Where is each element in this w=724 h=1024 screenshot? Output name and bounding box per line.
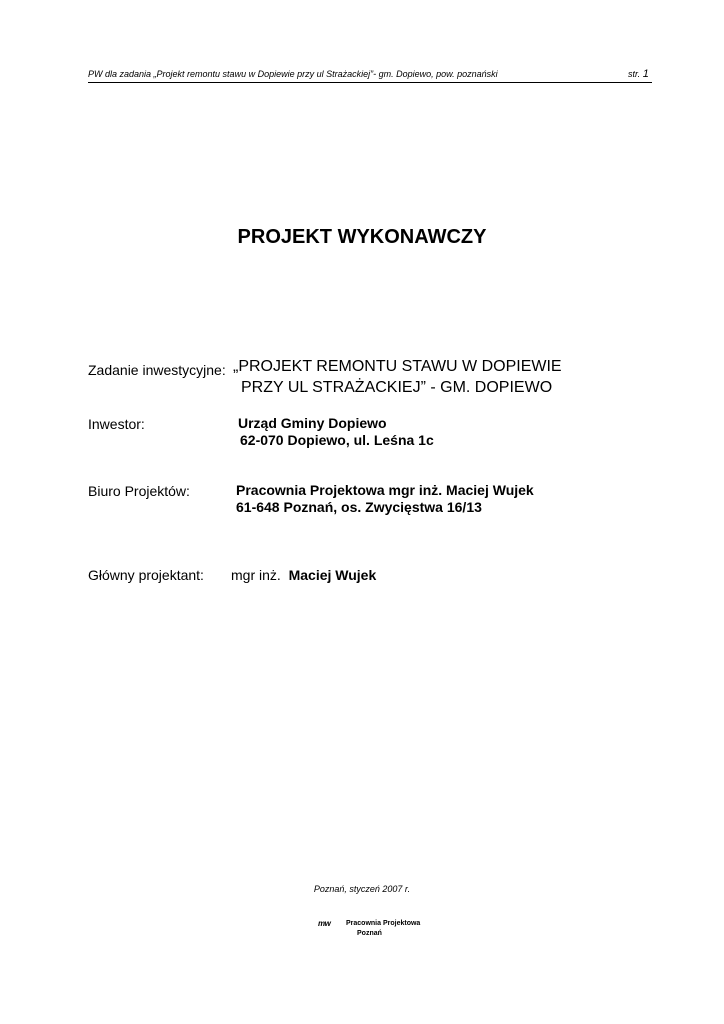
office-name: Pracownia Projektowa mgr inż. Maciej Wujek: [236, 482, 534, 498]
office-label: Biuro Projektów:: [88, 483, 190, 499]
designer-name: Maciej Wujek: [288, 567, 377, 583]
document-title: PROJEKT WYKONAWCZY: [237, 226, 487, 248]
header-divider: [88, 82, 652, 83]
office-address: 61-648 Poznań, os. Zwycięstwa 16/13: [236, 499, 482, 515]
page-prefix: str.: [628, 69, 641, 79]
designer-title: mgr inż.: [231, 567, 281, 583]
page-number: [628, 68, 649, 80]
page-number-value: 1: [642, 68, 649, 80]
designer: [231, 567, 376, 583]
investor-name: Urząd Gminy Dopiewo: [238, 415, 387, 431]
designer-label: Główny projektant:: [88, 567, 204, 583]
header-text: PW dla zadania „Projekt remontu stawu w Dopiewie przy ul Strażackiej”- gm. Dopiewo, pow. poznański: [88, 69, 498, 79]
task-label: Zadanie inwestycyjne:: [88, 362, 226, 378]
task-line-1: „PROJEKT REMONTU STAWU W DOPIEWIE: [233, 358, 562, 375]
task-line-2: PRZY UL STRAŻACKIEJ” - GM. DOPIEWO: [241, 379, 553, 396]
logo-icon: mw: [318, 919, 331, 928]
investor-address: 62-070 Dopiewo, ul. Leśna 1c: [240, 432, 434, 448]
logo-text-line-2: Poznań: [357, 930, 382, 937]
investor-label: Inwestor:: [88, 416, 145, 432]
place-date: Poznań, styczeń 2007 r.: [313, 884, 411, 894]
logo-text-line-1: Pracownia Projektowa: [346, 920, 421, 927]
